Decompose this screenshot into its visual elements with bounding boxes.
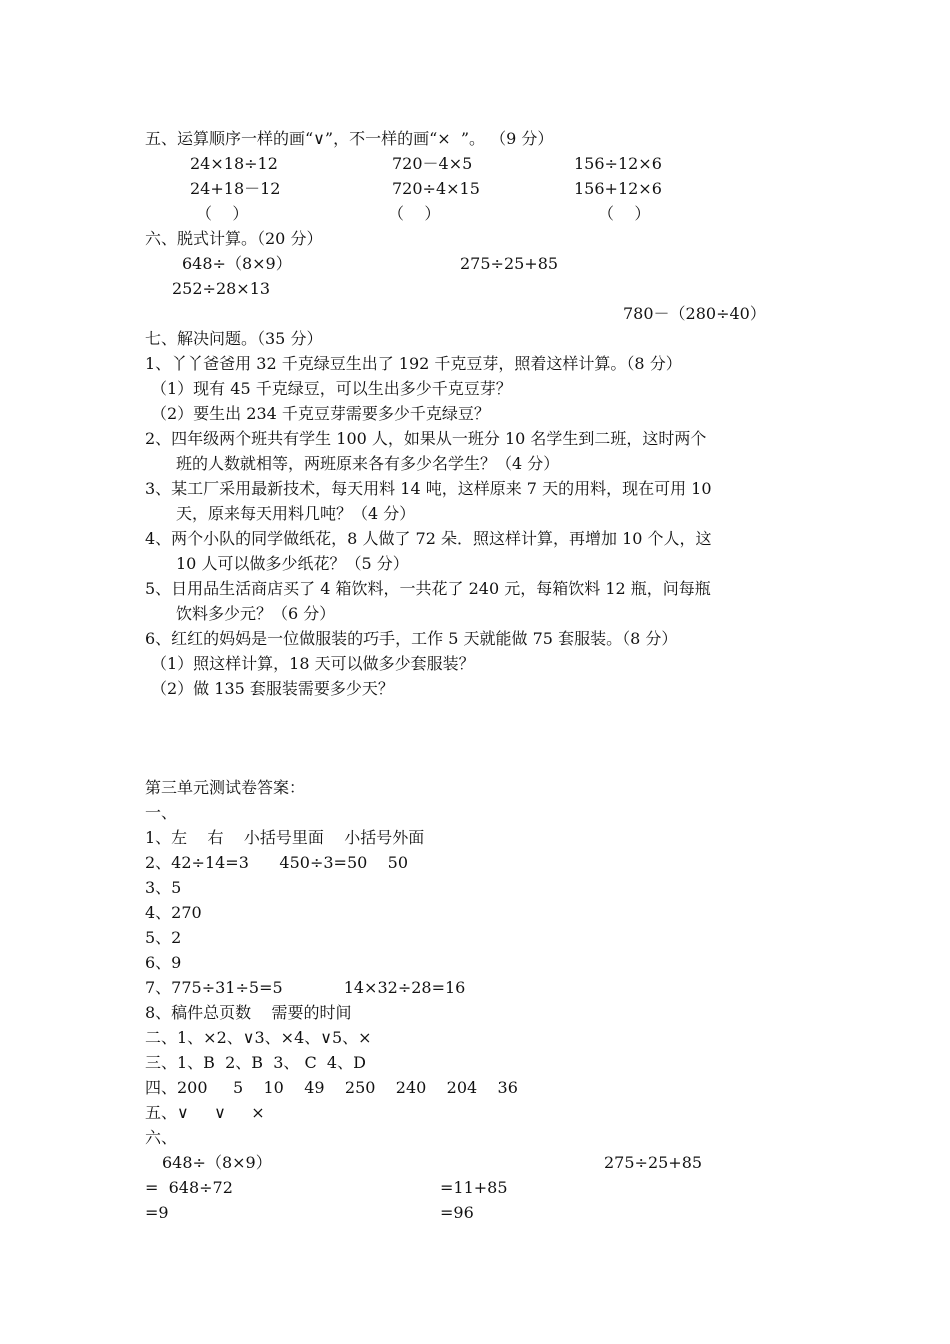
problem-line: （2）做 135 套服装需要多少天？ <box>151 679 394 698</box>
problem-line: （1）现有 45 千克绿豆，可以生出多少千克豆芽？ <box>151 379 512 398</box>
answer-calc-right: =96 <box>440 1203 474 1222</box>
answer-line: 六、 <box>145 1128 178 1147</box>
answer-line: 二、1、×2、∨3、×4、∨5、× <box>145 1028 372 1047</box>
answer-calc-left: 648÷（8×9） <box>162 1153 272 1172</box>
expr-5-1-3: 156÷12×6 <box>574 154 662 173</box>
problem-line: （2）要生出 234 千克豆芽需要多少千克绿豆？ <box>151 404 490 423</box>
section-5-title: 五、运算顺序一样的画“∨”，不一样的画“× ”。 （9 分） <box>145 129 554 148</box>
problem-line: 5、日用品生活商店买了 4 箱饮料，一共花了 240 元，每箱饮料 12 瓶，问每瓶 <box>145 579 711 598</box>
answer-calc-right: =11+85 <box>440 1178 508 1197</box>
answer-line: 8、稿件总页数 需要的时间 <box>145 1003 352 1022</box>
problem-line: （1）照这样计算，18 天可以做多少套服装？ <box>151 654 475 673</box>
answer-line: 2、42÷14=3 450÷3=50 50 <box>145 853 409 872</box>
problem-line: 10 人可以做多少纸花？（5 分） <box>176 554 409 573</box>
answer-line: 一、 <box>145 803 178 822</box>
calc-expr-1: 648÷（8×9） <box>182 254 292 273</box>
answer-line: 7、775÷31÷5=5 14×32÷28=16 <box>145 978 466 997</box>
answer-line: 6、9 <box>145 953 182 972</box>
expr-5-2-3: 156+12×6 <box>574 179 662 198</box>
answer-blank-3: （ ） <box>598 204 651 223</box>
problem-line: 2、四年级两个班共有学生 100 人，如果从一班分 10 名学生到二班，这时两个 <box>145 429 707 448</box>
expr-5-2-1: 24+18－12 <box>190 179 281 198</box>
answer-line: 五、∨ ∨ × <box>145 1103 265 1122</box>
problem-line: 饮料多少元？（6 分） <box>176 604 336 623</box>
answer-calc-right: 275÷25+85 <box>604 1153 703 1172</box>
problem-line: 3、某工厂采用最新技术，每天用料 14 吨，这样原来 7 天的用料，现在可用 10 <box>145 479 712 498</box>
problem-line: 6、红红的妈妈是一位做服装的巧手，工作 5 天就能做 75 套服装。（8 分） <box>145 629 678 648</box>
problem-line: 天，原来每天用料几吨？（4 分） <box>176 504 416 523</box>
calc-expr-2: 275÷25+85 <box>460 254 559 273</box>
problem-line: 1、丫丫爸爸用 32 千克绿豆生出了 192 千克豆芽，照着这样计算。（8 分） <box>145 354 682 373</box>
answer-calc-left: = 648÷72 <box>145 1178 233 1197</box>
expr-5-1-1: 24×18÷12 <box>190 154 278 173</box>
answer-line: 四、200 5 10 49 250 240 204 36 <box>145 1078 518 1097</box>
answer-line: 三、1、B 2、B 3、 C 4、D <box>145 1053 366 1072</box>
problem-line: 4、两个小队的同学做纸花，8 人做了 72 朵．照这样计算，再增加 10 个人，这 <box>145 529 712 548</box>
answer-calc-left: =9 <box>145 1203 169 1222</box>
problem-line: 班的人数就相等，两班原来各有多少名学生？（4 分） <box>176 454 560 473</box>
expr-5-1-2: 720－4×5 <box>392 154 473 173</box>
calc-expr-4: 780－（280÷40） <box>623 304 766 323</box>
expr-5-2-2: 720÷4×15 <box>392 179 480 198</box>
section-6-title: 六、脱式计算。（20 分） <box>145 229 323 248</box>
answer-blank-1: （ ） <box>196 204 249 223</box>
answer-line: 1、左 右 小括号里面 小括号外面 <box>145 828 425 847</box>
section-7-title: 七、解决问题。（35 分） <box>145 329 323 348</box>
answers-title: 第三单元测试卷答案： <box>145 778 306 797</box>
answer-line: 4、270 <box>145 903 202 922</box>
calc-expr-3: 252÷28×13 <box>172 279 271 298</box>
answer-line: 5、2 <box>145 928 182 947</box>
answer-blank-2: （ ） <box>388 204 441 223</box>
answer-line: 3、5 <box>145 878 182 897</box>
